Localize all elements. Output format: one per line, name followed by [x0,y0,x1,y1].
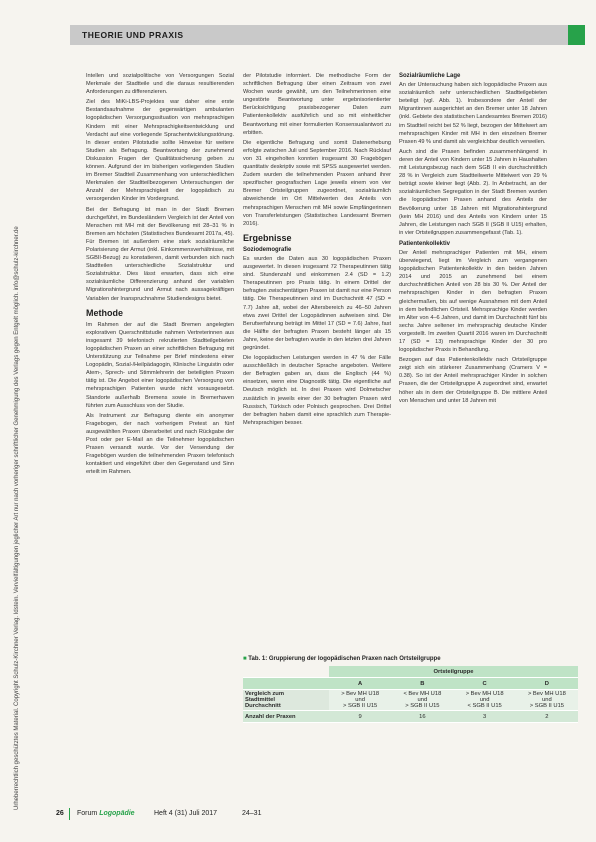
magazine-name: Forum Logopädie [77,810,135,817]
table-row-label: Anzahl der Praxen [243,711,329,723]
table-row-label: Vergleich zum Stadtmittel Durchschnitt [243,690,329,711]
table-row [243,711,578,723]
paragraph: Bezogen auf das Patientenkollektiv nach Ortsteilgruppe zeigt sich ein stärkerer Zusammenhang (Cramers V = 0.38). So ist der Anteil mehrsprachiger Kinder in solchen Praxen, die der Ortsteilgruppe A zugeordnet sind, erwartet höher als in dem der Ortsteilgruppe B. Die mittlere Anteil von Menschen und unter 18 Jahren mit [399,357,547,404]
table-col-header: C [454,678,516,690]
results-heading: Ergebnisse [243,232,292,243]
paragraph: Im Rahmen der auf die Stadt Bremen angelegten explorativen Querschnittstudie nahmen Vertreterinnen aus insgesamt 39 telefonisch rekrutierten Stadtteilgebieten logopädischen Praxen an einer schriftlichen Befragung mit Unterstützung zur Teilnahme per Brief mindestens einer Logopädin, Sozial-/Heilpädagogin, Klinische Linguistin oder Atem-, Sprech- und Stimmlehrerin der beteiligten Praxen tätig ist. Die Angebot einer logopädischen Versorgung von mehrsprachigen Patienten wurde nicht vorausgesetzt. Standorte außerhalb Bremens sowie in Bremerhaven führten zum Ausschluss von der Studie. [86,321,234,409]
copyright-side-note [14,40,32,810]
paragraph: Bei der Befragung ist man in der Stadt Bremen durchgeführt, im Bundesländern Vergleich ist der Anteil von Menschen mit MH mit der Bevölkerung mit 28–31 % in Bremen am höchsten (Statistisches Bundesamt 2017a, 45). Für Bremen ist außerdem eine stark sozialräumliche Polarisierung der Armut (inkl. Einkommensverhältnisse, mit SGBII-Bezug) zu konstatieren, damit verbunden sich nach Stadtteilen unterschiedliche Sozialstruktur und Sozialstruktur. Dies lässt erwarten, dass sich eine sozialräumliche Differenzierung anhand der variablen Migrationshintergrund und Armut nach aussagekräftigen Variablen der Inanspruchnahme Studiendesigns bietet. [86,206,234,302]
table-cell: 16 [391,711,453,723]
copyright-text: Urheberrechtlich geschütztes Material. Copyright Schulz-Kirchner Verlag. Idstein. Vervielfältigungen jeglicher Art nur nach vorheriger schriftlicher Genehmigung des Verlags gegen Entgelt möglich. info@schulz-kirchner.de [14,226,20,810]
table-cell: > Bev MH U18 und < SGB II U15 [454,690,516,711]
table-cell: 9 [329,711,391,723]
page-range: 24–31 [242,810,262,817]
methods-heading: Methode [86,307,123,318]
column-2 [243,72,391,429]
table-cell: > Bev MH U18 und > SGB II U15 [329,690,391,711]
table-col-header: A [329,678,391,690]
column-1 [86,72,234,479]
footer-divider [69,808,70,820]
table-cell: 3 [454,711,516,723]
paragraph: Ziel des MiKi-LBS-Projektes war daher eine erste Bestandsaufnahme der gegenwärtigen ambulanten logopädischen Versorgungssituation von mehrsprachigen Kindern mit einer Mehrsprachigkeitsentwicklung und Verdacht auf eine vorliegende Sprachentwicklungsstörung. In dieser ersten Pilotstudie sollte Hinweise für weitere Studien als Befragung. Beantwortung der zunehmend Diskussion Fragen der Qualitätssicherung geben zu können. Aufgrund der im bisherigen vorliegenden Studien im Bremer Stadtteil Zusammenhang von unterschiedlichen Merkmalen der Stadtteilbezogenen Untersuchungen der Anzahl der Mehrsprachigkeit der logopädisch zu versorgenden Kinder im Vordergrund. [86,99,234,203]
sozialraeumliche-lage-heading: Sozialräumliche Lage [399,73,461,79]
paragraph: Die logopädischen Leistungen werden in 47 % der Fälle ausschließlich in deutscher Sprache angeboten. Weitere der Befragten gaben an, dass die Englisch (44 %) einsetzen, wenn eine Diagnostik tätig. Die eigentliche auf Deutsch möglich ist. In drei Praxen wird Dolmetscher zusätzlich in jeweils einer der 30 befragten Praxen wird Russisch, Türkisch oder Polnisch gesprochen. Drei Drittel der befragten haben damit eine sprachlich zum Therapie-Mehrsprachigen besser. [243,355,391,426]
table-cell: > Bev MH U18 und > SGB II U15 [516,690,578,711]
paragraph: An der Untersuchung haben sich logopädische Praxen aus sozialräumlich sehr unterschiedlichen Stadtteilgebieten beteiligt (vgl. Abb. 1). Insbesondere der Anteil der Migrantinnen ausgerichtet an den Bremer unter 18 Jahren (inkl. Gebiete des statistischen Landesamtes Bremen 2016) im Stadtteil reicht bei 52 % liegt, bezogen der Mittelwert am mehrsprachigen Kinder mit MH in den einzelnen Bremer Praxen 49 % und damit als vergleichbar deutlich verweilen. [399,82,548,145]
paragraph: Die eigentliche Befragung und somit Datenerhebung erfolgte zwischen Juli und September 2016. Nach Rücklauf von 31 eingeholten konnten insgesamt 30 Fragebögen quantitativ deskriptiv sowie mit SPSS ausgewertet werden. Zudem wurden die teilnehmenden Praxen anhand ihrer spezifischer geografischen Lage jeweils einem von vier Bremer Ortsteilgruppen zugeordnet, sozialräumlich abweichende im Ort Mittelwerten des Anteils von mehrsprachigen Menschen mit MH sowie Empfängerinnen von Transferleistungen (Statistisches Landesamt Bremen 2016). [243,139,391,227]
table-cell: 2 [516,711,578,723]
page-number: 26 [56,810,64,817]
issue-info: Heft 4 (31) Juli 2017 [154,810,218,817]
paragraph: Auch sind die Praxen befinden zusammenhängend in deren der Anteil von Kindern unter 15 Jahren in Haushalten mit Leistungsbezug nach dem SGB II ein durchschnittlich 28 % in Vergleich zum Stadtteilwerte Mittelwert von 29 % beträgt sowie kleiner liegt (Abb. 2). In Anbetracht, an der sozialräumlichen Segregation in der Stadt Bremen wurden die logopädischen Praxen anhand des Anteils der Bevölkerung unter 18 Jahren mit Migrationshintergrund (kein MH 2016) und des Anteils von Kindern unter 15 Jahren, die Leistungen nach SGB II (SGB II U15) erhalten, in vier Ortsteilgruppen zusammengefasst (Tab. 1). [399,148,547,236]
page-footer [56,810,356,822]
table-1 [243,656,578,723]
column-3 [399,72,547,407]
ortsteilgruppe-table [243,666,578,723]
paragraph: Der Anteil mehrsprachiger Patienten mit MH, einem überwiegend, liegt im Vergleich zum vergangenen logopädischen Patientenkollektiv in den beiden Jahren 2014 und 2015 an zunehmend bei einem durchschnittlichen Anteil von 28 bis 30 %. Der Anteil der mehrsprachigen Kinder in den befragten Praxen gleichermaßen, bis auf wenige Ausnahmen mit dem Anteil in dem befindlichen Ortsteil. Mehrsprachige Kinder werden im Alter von 4–6 Jahren, und damit im Durchschnitt fünf bis sechs Jahre seltener im mehrsprachig deutsche Kinder vorgestellt. Im zweiten Quartil 2016 waren im Durchschnitt 17 (SD = 13) mehrsprachige Kinder der 30 pro logopädischer Praxis in Behandlung. [399,249,547,354]
table-group-header: Ortsteilgruppe [329,666,578,678]
bullet-icon: ■ [243,656,249,662]
section-title: THEORIE UND PRAXIS [82,30,184,40]
paragraph: der Pilotstudie informiert. Die methodische Form der schriftlichen Befragung über einen Zeitraum von zwei Wochen wurde gewählt, um den Teilnehmerinnen eine ungestörte Beantwortung unter ergebnisorientierter Berücksichtigung praxisbezogener Daten zum Patientenkollektiv ausführlich und so mit einheitlicher Beantwortung mit einer formulierten Konsensualantwort zu erbitten. [243,73,391,136]
table-row [243,690,578,711]
table-title: ■ Tab. 1: Gruppierung der logopädischen Praxen nach Ortsteilgruppe [243,656,441,662]
soziodemografie-heading: Soziodemografie [243,246,292,253]
table-col-header: B [391,678,453,690]
paragraph: Es wurden die Daten aus 30 logopädischen Praxen ausgewertet. In diesen insgesamt 72 Therapeutinnen tätig sind. Stundenzahl und einkommen 2.4 (SD = 1.2) Therapeutinnen pro Praxis tätig. In einem Drittel der befragten zwischentätigen Praxen ist damit nur eine Person tätig. Die Therapeutinnen sind im Durchschnitt 47 (SD = 7.7) Jahre alt, wobei der Altersbereich zu 46–50 Jahren etwa zwei Drittel der Logopädinnen aufweisen sind. Die Berufserfahrung beträgt im Mittel 17 (SD = 7.6) Jahre, fast die Hälfte der befragten Praxen besteht länger als 15 Jahre, keine der befragten wurde in den letzten drei Jahren gegründet. [243,255,391,351]
paragraph: Intellen und sozialpolitische von Versorgungen Sozial Merkmale der Stadtteile und die daraus resultierenden Anforderungen zu differenzieren. [86,73,234,96]
section-color-tab [568,25,585,45]
paragraph: Als Instrument zur Befragung diente ein anonymer Fragebogen, der nach vorherigem Pretest an fünf ausgewählten Praxen überarbeitet und nach Rückgabe der Post oder per E-Mail an die Teilnehmer logopädischen Praxen versandt wurde. Vor der Versendung der Fragebögen wurden die teilnehmenden Praxen telefonisch kontaktiert und eingeführt über den Gegenstand und Sinn erteilt im Rahmen. [86,412,234,476]
table-cell: < Bev MH U18 und > SGB II U15 [391,690,453,711]
patientenkollektiv-heading: Patientenkollektiv [399,240,451,247]
table-col-header: D [516,678,578,690]
